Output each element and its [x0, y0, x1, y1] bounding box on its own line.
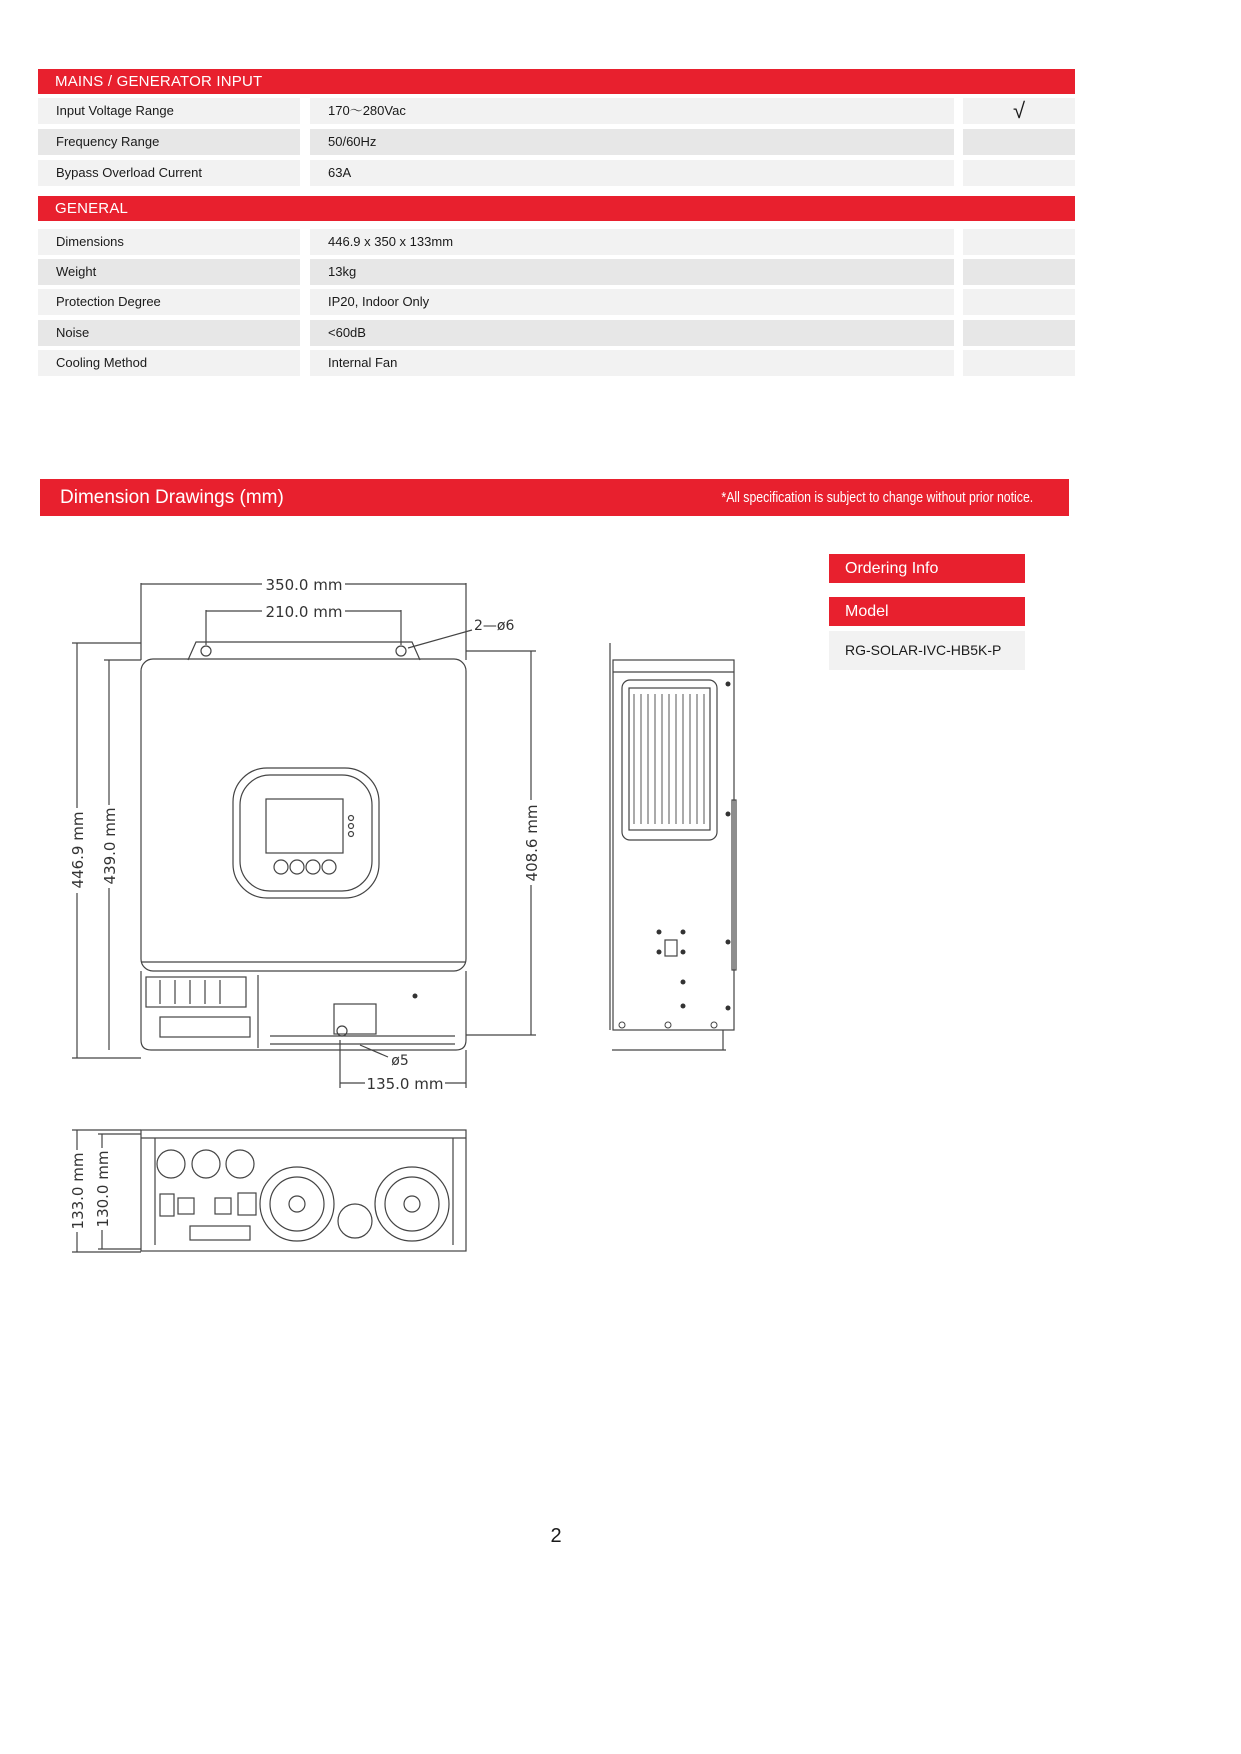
- general-section-header: GENERAL: [38, 196, 1075, 221]
- model-header: Model: [829, 597, 1025, 626]
- spec-label: Input Voltage Range: [38, 98, 300, 124]
- dim-depth-body: 130.0 mm: [94, 1150, 112, 1228]
- spec-label: Protection Degree: [38, 289, 300, 315]
- dim-holes: 2—ø6: [474, 618, 515, 634]
- mains-section-header: MAINS / GENERATOR INPUT: [38, 69, 1075, 94]
- ordering-info-header: Ordering Info: [829, 554, 1025, 583]
- spec-change-notice: *All specification is subject to change without prior notice.: [721, 489, 1033, 506]
- page-number: 2: [550, 1525, 562, 1547]
- check-mark-icon: √: [963, 98, 1075, 124]
- spec-value: 50/60Hz: [310, 129, 954, 155]
- dim-hole-spacing: 210.0 mm: [265, 603, 343, 621]
- spec-value: 63A: [310, 160, 954, 186]
- dimension-title: Dimension Drawings (mm): [60, 487, 284, 508]
- spec-label: Dimensions: [38, 229, 300, 255]
- dim-depth-total: 133.0 mm: [69, 1152, 87, 1230]
- spec-label: Weight: [38, 259, 300, 285]
- spec-label: Bypass Overload Current: [38, 160, 300, 186]
- spec-value: 446.9 x 350 x 133mm: [310, 229, 954, 255]
- model-value: RG-SOLAR-IVC-HB5K-P: [829, 631, 1025, 670]
- dim-height-side: 408.6 mm: [523, 804, 541, 882]
- spec-value: <60dB: [310, 320, 954, 346]
- spec-label: Frequency Range: [38, 129, 300, 155]
- spec-value: 13kg: [310, 259, 954, 285]
- spec-label: Noise: [38, 320, 300, 346]
- dim-height-body: 439.0 mm: [101, 807, 119, 885]
- spec-value: Internal Fan: [310, 350, 954, 376]
- dim-hole-small: ø5: [391, 1053, 409, 1069]
- dim-bottom-offset: 135.0 mm: [366, 1075, 444, 1093]
- spec-value: 170～280Vac: [310, 98, 954, 124]
- dim-height-total: 446.9 mm: [69, 811, 87, 889]
- spec-value: IP20, Indoor Only: [310, 289, 954, 315]
- dim-width-total: 350.0 mm: [265, 576, 343, 594]
- spec-label: Cooling Method: [38, 350, 300, 376]
